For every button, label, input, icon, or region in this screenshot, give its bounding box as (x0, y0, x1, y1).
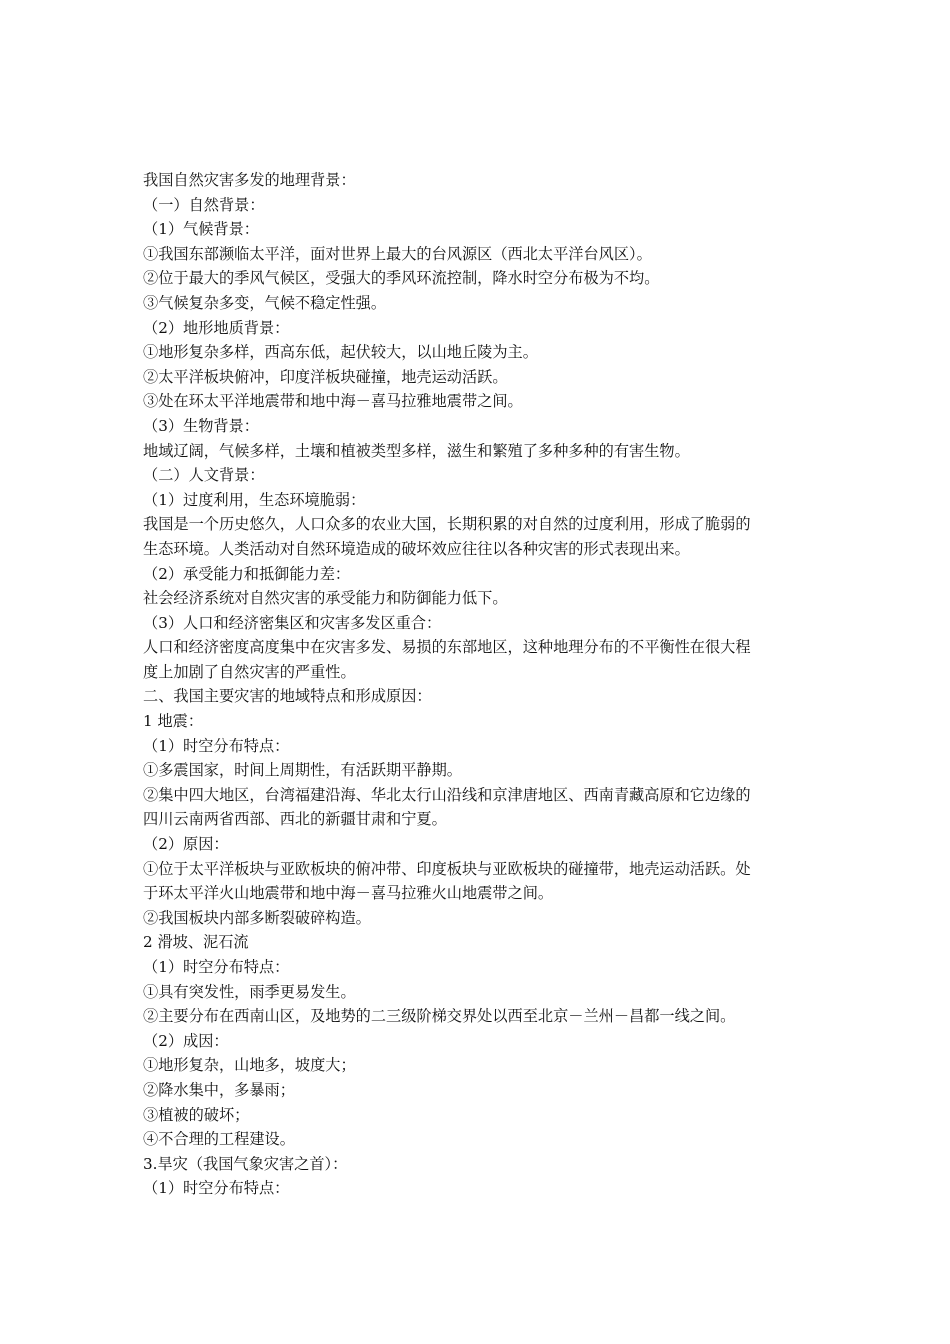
overuse-paragraph-line-1: 我国是一个历史悠久，人口众多的农业大国，长期积累的对自然的过度利用，形成了脆弱的 (143, 515, 751, 534)
drought-distribution-heading: （1）时空分布特点： (143, 1179, 290, 1198)
subsection-biology: （3）生物背景： (143, 416, 259, 435)
heading-major-disasters: 二、我国主要灾害的地域特点和形成原因： (143, 687, 432, 706)
landslide-cause-point-2: ②降水集中，多暴雨； (143, 1080, 295, 1099)
landslide-distribution-heading: （1）时空分布特点： (143, 958, 290, 976)
earthquake-cause-point-2: ②我国板块内部多断裂破碎构造。 (143, 908, 371, 927)
terrain-point-1: ①地形复杂多样，西高东低，起伏较大，以山地丘陵为主。 (143, 343, 538, 362)
capacity-paragraph: 社会经济系统对自然灾害的承受能力和防御能力低下。 (143, 589, 508, 608)
subsection-overlap: （3）人口和经济密集区和灾害多发区重合： (143, 613, 442, 632)
overlap-paragraph-line-1: 人口和经济密度高度集中在灾害多发、易损的东部地区，这种地理分布的不平衡性在很大程 (143, 638, 751, 657)
biology-paragraph: 地域辽阔，气候多样，土壤和植被类型多样，滋生和繁殖了多种多种的有害生物。 (143, 441, 690, 460)
landslide-cause-point-1: ①地形复杂，山地多，坡度大； (143, 1056, 356, 1075)
earthquake-cause-point-1-line-1: ①位于太平洋板块与亚欧板块的俯冲带、印度板块与亚欧板块的碰撞带，地壳运动活跃。处 (143, 859, 751, 878)
earthquake-distribution-heading: （1）时空分布特点： (143, 736, 290, 755)
topic-drought: 3.旱灾（我国气象灾害之首）： (143, 1154, 348, 1173)
climate-point-1: ①我国东部濒临太平洋，面对世界上最大的台风源区（西北太平洋台风区）。 (143, 244, 652, 263)
earthquake-cause-point-1-line-2: 于环太平洋火山地震带和地中海－喜马拉雅火山地震带之间。 (143, 884, 554, 903)
topic-landslide: 2 滑坡、泥石流 (143, 933, 249, 952)
terrain-point-3: ③处在环太平洋地震带和地中海－喜马拉雅地震带之间。 (143, 392, 523, 411)
climate-point-2: ②位于最大的季风气候区，受强大的季风环流控制，降水时空分布极为不均。 (143, 269, 660, 288)
landslide-distribution-point-2: ②主要分布在西南山区，及地势的二三级阶梯交界处以西至北京－兰州－昌都一线之间。 (143, 1007, 736, 1026)
section-human-background: （二）人文背景： (143, 466, 265, 485)
subsection-capacity: （2）承受能力和抵御能力差： (143, 564, 351, 583)
document-body (143, 168, 813, 1201)
earthquake-distribution-point-2-line-2: 四川云南两省西部、西北的新疆甘肃和宁夏。 (143, 810, 447, 829)
landslide-cause-point-3: ③植被的破坏； (143, 1105, 250, 1124)
subsection-overuse: （1）过度利用，生态环境脆弱： (143, 490, 366, 509)
topic-earthquake: 1 地震： (143, 712, 204, 731)
earthquake-cause-heading: （2）原因： (143, 835, 229, 854)
section-natural-background: （一）自然背景： (143, 195, 265, 214)
landslide-distribution-point-1: ①具有突发性，雨季更易发生。 (143, 982, 356, 1001)
overlap-paragraph-line-2: 度上加剧了自然灾害的严重性。 (143, 662, 356, 681)
overuse-paragraph-line-2: 生态环境。人类活动对自然环境造成的破坏效应往往以各种灾害的形式表现出来。 (143, 539, 690, 558)
terrain-point-2: ②太平洋板块俯冲，印度洋板块碰撞，地壳运动活跃。 (143, 367, 508, 386)
subsection-climate: （1）气候背景： (143, 220, 259, 239)
subsection-terrain-geology: （2）地形地质背景： (143, 318, 290, 337)
climate-point-3: ③气候复杂多变，气候不稳定性强。 (143, 293, 386, 312)
landslide-cause-heading: （2）成因： (143, 1031, 229, 1050)
landslide-cause-point-4: ④不合理的工程建设。 (143, 1130, 295, 1149)
earthquake-distribution-point-2-line-1: ②集中四大地区，台湾福建沿海、华北太行山沿线和京津唐地区、西南青藏高原和它边缘的 (143, 785, 751, 804)
earthquake-distribution-point-1: ①多震国家，时间上周期性，有活跃期平静期。 (143, 761, 462, 780)
heading-geographic-background: 我国自然灾害多发的地理背景： (143, 171, 356, 189)
